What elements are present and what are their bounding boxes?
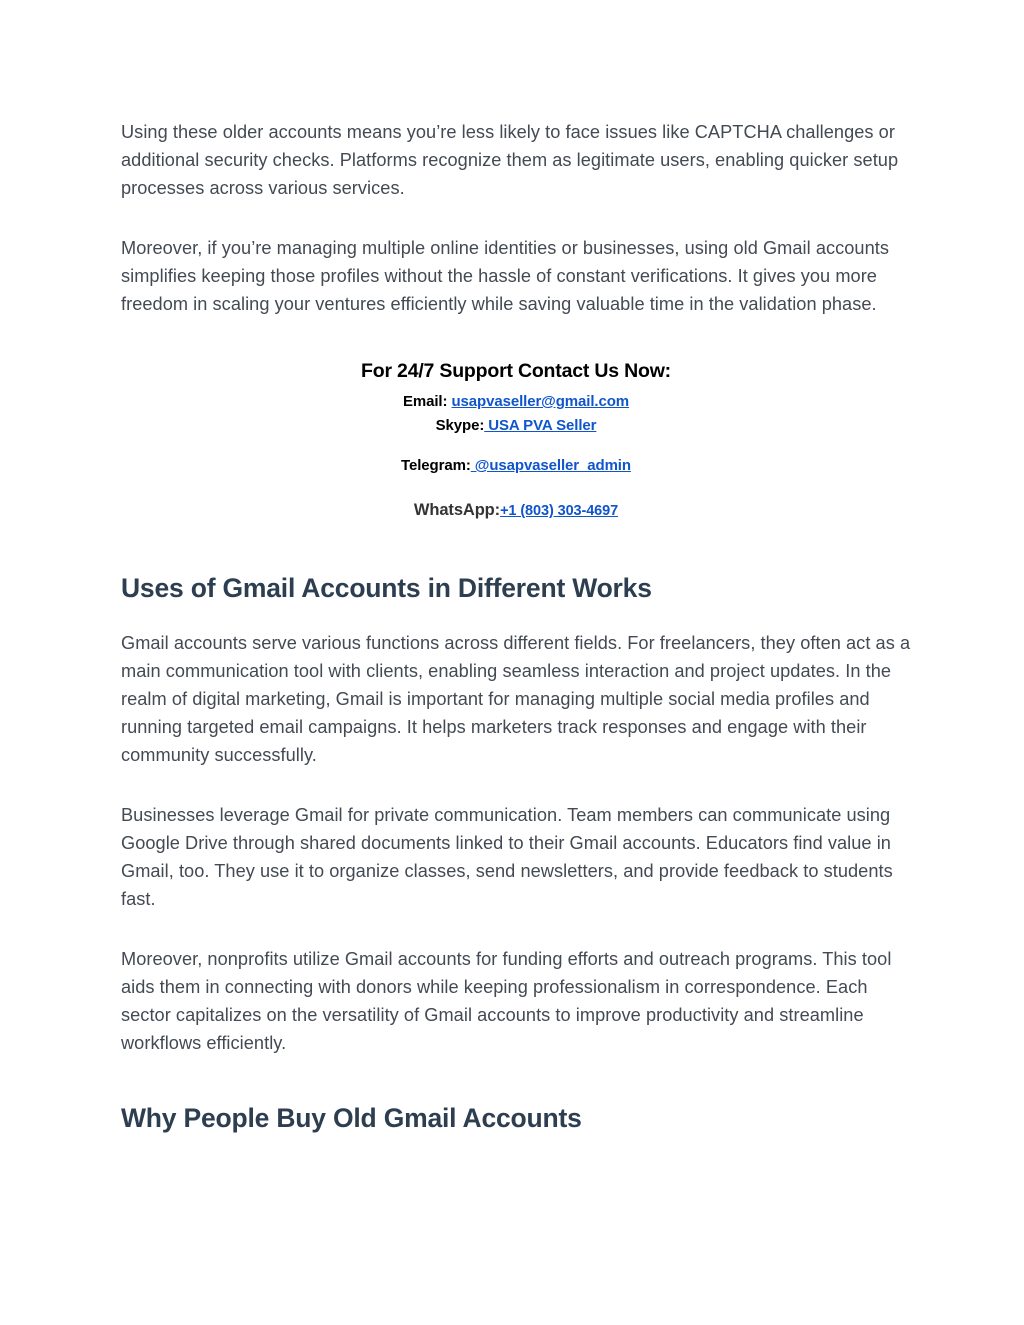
contact-title: For 24/7 Support Contact Us Now: <box>361 360 671 382</box>
intro-paragraph-2: Moreover, if you’re managing multiple online identities or businesses, using old Gmail accounts simplifies keeping those profiles without the hassle of constant verifications. It gives you more freedom in scaling your ventures efficiently while saving valuable time in the validation phase. <box>121 238 890 314</box>
intro-paragraph-1: Using these older accounts means you’re less likely to face issues like CAPTCHA challenges or additional security checks. Platforms recognize them as legitimate users, enabling quicker setup processes across various services. <box>121 122 899 198</box>
contact-block <box>121 358 911 523</box>
email-link[interactable]: usapvaseller@gmail.com <box>451 393 629 410</box>
section-heading-uses: Uses of Gmail Accounts in Different Works <box>121 573 652 603</box>
whatsapp-link[interactable]: +1 (803) 303-4697 <box>500 503 619 519</box>
contact-telegram-line <box>121 454 911 478</box>
whatsapp-label: WhatsApp: <box>413 501 501 519</box>
uses-paragraph-2: Businesses leverage Gmail for private communication. Team members can communicate using Google Drive through shared documents linked to their Gmail accounts. Educators find value in Gmail, too. They use it to organize classes, send newsletters, and provide feedback to students fast. <box>121 805 893 909</box>
contact-skype-line <box>121 414 911 438</box>
uses-paragraph-1: Gmail accounts serve various functions across different fields. For freelancers, they often act as a main communication tool with clients, enabling seamless interaction and project updates. In the realm of digital marketing, Gmail is important for managing multiple social media profiles and running targeted email campaigns. It helps marketers track responses and engage with their community successfully. <box>121 633 911 765</box>
skype-label: Skype: <box>435 417 485 434</box>
uses-paragraph-3: Moreover, nonprofits utilize Gmail accounts for funding efforts and outreach programs. This tool aids them in connecting with donors while keeping professionalism in correspondence. Each sector capitalizes on the versatility of Gmail accounts to improve productivity and streamline workflows efficiently. <box>121 949 892 1053</box>
telegram-link[interactable]: @usapvaseller_admin <box>470 457 631 474</box>
contact-email-line <box>121 390 911 414</box>
document-page <box>121 118 911 1159</box>
skype-link[interactable]: USA PVA Seller <box>484 417 597 434</box>
contact-whatsapp-line <box>121 498 911 523</box>
telegram-label: Telegram: <box>401 457 471 474</box>
email-label: Email: <box>402 393 448 410</box>
section-heading-why: Why People Buy Old Gmail Accounts <box>121 1103 582 1133</box>
